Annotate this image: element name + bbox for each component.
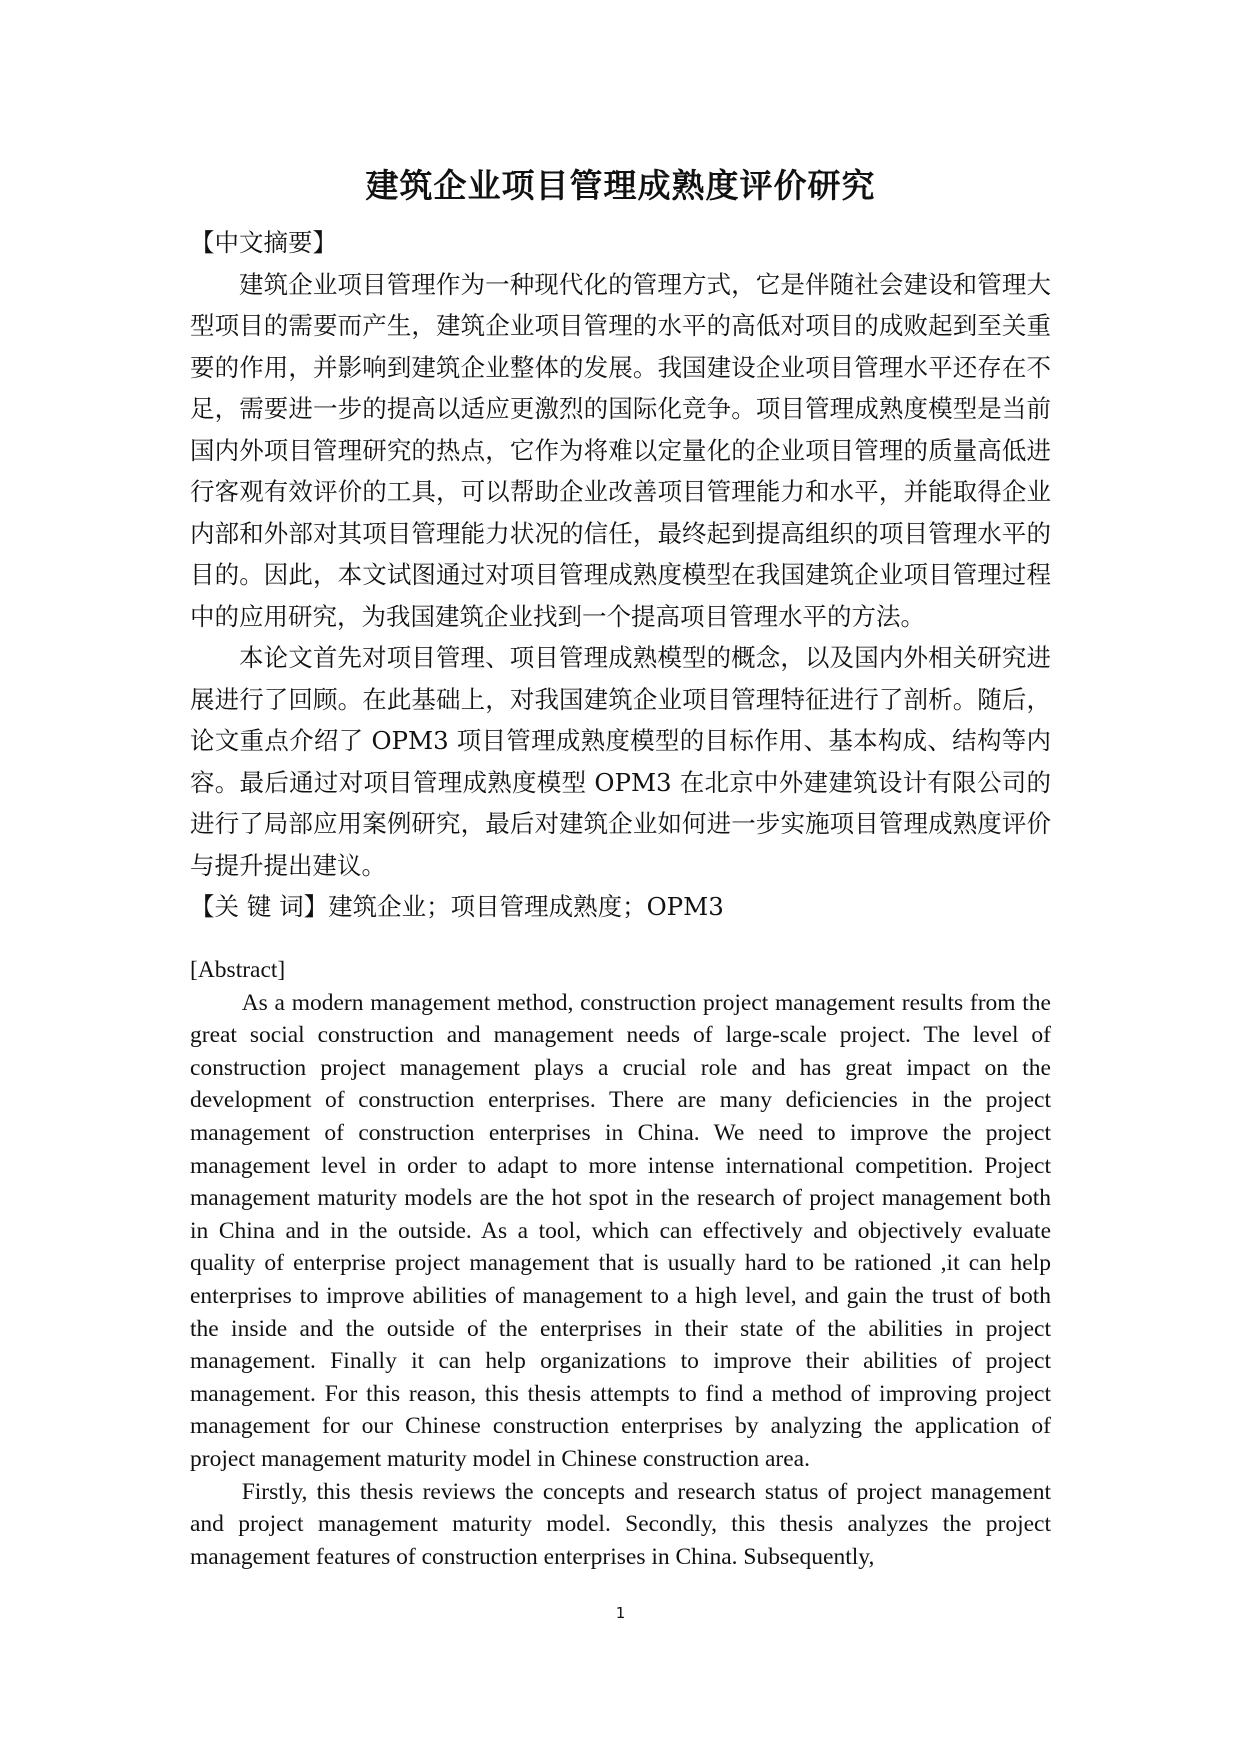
- chinese-abstract: [190, 222, 1051, 928]
- english-abstract: [190, 954, 1051, 1573]
- keywords-text: 建筑企业；项目管理成熟度；OPM3: [328, 892, 724, 921]
- chinese-abstract-paragraph-2: 本论文首先对项目管理、项目管理成熟模型的概念，以及国内外相关研究进展进行了回顾。在此基础上，对我国建筑企业项目管理特征进行了剖析。随后，论文重点介绍了 OPM3 项目管理成熟度模型的目标作用、基本构成、结构等内容。最后通过对项目管理成熟度模型 OPM3 在北京中外建建筑设计有限公司的进行了局部应用案例研究，最后对建筑企业如何进一步实施项目管理成熟度评价与提升提出建议。: [190, 643, 1051, 880]
- english-abstract-heading: [Abstract]: [190, 957, 286, 983]
- keywords-line: [190, 886, 1051, 928]
- chinese-abstract-heading: 【中文摘要】: [190, 228, 337, 257]
- keywords-label: 【关 键 词】: [190, 892, 329, 921]
- english-abstract-paragraph-2: Firstly, this thesis reviews the concepts and research status of project management and project management maturity model. Secondly, this thesis analyzes the project management features of construction enterprises in China. Subsequently,: [190, 1478, 1051, 1570]
- page-title: 建筑企业项目管理成熟度评价研究: [365, 166, 876, 205]
- chinese-abstract-paragraph-1: 建筑企业项目管理作为一种现代化的管理方式，它是伴随社会建设和管理大型项目的需要而产生，建筑企业项目管理的水平的高低对项目的成败起到至关重要的作用，并影响到建筑企业整体的发展。我国建设企业项目管理水平还存在不足，需要进一步的提高以适应更激烈的国际化竞争。项目管理成熟度模型是当前国内外项目管理研究的热点，它作为将难以定量化的企业项目管理的质量高低进行客观有效评价的工具，可以帮助企业改善项目管理能力和水平，并能取得企业内部和外部对其项目管理能力状况的信任，最终起到提高组织的项目管理水平的目的。因此，本文试图通过对项目管理成熟度模型在我国建筑企业项目管理过程中的应用研究，为我国建筑企业找到一个提高项目管理水平的方法。: [190, 269, 1051, 631]
- page-number: 1: [615, 1604, 626, 1622]
- english-abstract-paragraph-1: As a modern management method, construction project management results from the great social construction and management needs of large-scale project. The level of construction project management plays a crucial role and has great impact on the development of construction enterprises. There are many deficiencies in the project management of construction enterprises in China. We need to improve the project management level in order to adapt to more intense international competition. Project management maturity models are the hot spot in the research of project management both in China and in the outside. As a tool, which can effectively and objectively evaluate quality of enterprise project management that is usually hard to be rationed ,it can help enterprises to improve abilities of management to a high level, and gain the trust of both the inside and the outside of the enterprises in their state of the abilities in project management. Finally it can help organizations to improve their abilities of project management. For this reason, this thesis attempts to find a method of improving project management for our Chinese construction enterprises by analyzing the application of project management maturity model in Chinese construction area.: [190, 989, 1051, 1472]
